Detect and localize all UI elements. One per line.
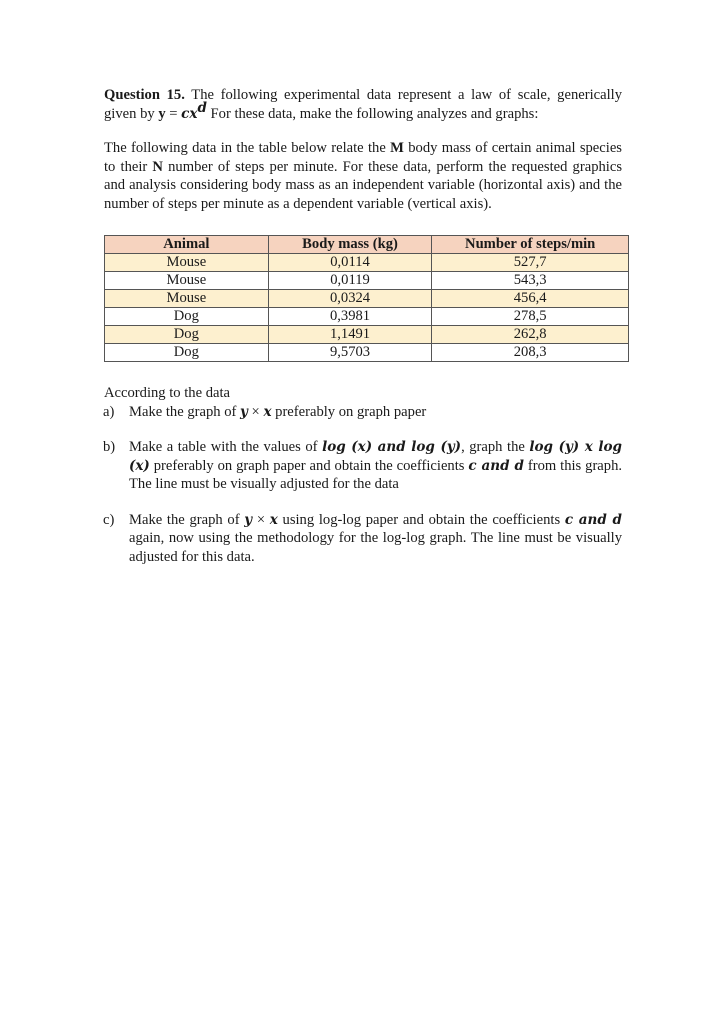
task-a-math-x: x — [263, 403, 272, 420]
task-item-c — [104, 511, 622, 567]
task-list — [104, 403, 622, 567]
task-item-b — [104, 438, 622, 494]
cell-animal: Mouse — [105, 290, 269, 308]
cell-body-mass: 0,0324 — [268, 290, 432, 308]
task-a-times: × — [247, 403, 264, 420]
task-marker-b: b) — [103, 439, 116, 455]
task-b-part-3: preferably on graph paper and obtain the coefficients — [149, 457, 469, 474]
task-a-part-3: preferably on graph paper — [271, 403, 427, 420]
task-marker-c: c) — [103, 511, 115, 528]
task-text-a — [129, 403, 622, 422]
cell-steps: 543,3 — [432, 272, 629, 290]
formula-exponent-d: d — [197, 99, 207, 116]
cell-steps: 527,7 — [432, 254, 629, 272]
task-c-math-y: y — [244, 511, 253, 528]
paragraph-part-3: number of steps per minute. For these data, perform the requested graphics and analysis considering body mass as an independent variable (horizontal axis) and the number of steps per minute as a dependent variable (vertical axis). — [104, 158, 622, 212]
formula-equals: = — [165, 105, 182, 122]
data-description-paragraph — [104, 139, 622, 213]
header-body-mass: Body mass (kg) — [268, 236, 432, 254]
task-c-part-4: again, now using the methodology for the log-log graph. The line must be visually adjusted for this data. — [129, 530, 622, 565]
paragraph-part-1: The following data in the table below relate the — [104, 140, 391, 156]
cell-animal: Dog — [105, 344, 269, 362]
task-b-part-2: , graph the — [461, 439, 530, 455]
task-c-part-3: using log-log paper and obtain the coefficients — [277, 511, 565, 528]
according-heading: According to the data — [104, 385, 231, 401]
header-animal: Animal — [105, 236, 269, 254]
task-b-part-1: Make a table with the values of — [129, 439, 323, 455]
cell-animal: Dog — [105, 308, 269, 326]
paragraph-M: M — [390, 140, 404, 156]
cell-body-mass: 0,0119 — [268, 272, 432, 290]
task-marker-a: a) — [103, 403, 115, 420]
question-statement — [104, 86, 622, 123]
document-page — [104, 86, 622, 566]
task-text-c — [129, 511, 622, 567]
formula-cx: cx — [181, 105, 198, 122]
question-label: Question 15. — [104, 87, 185, 103]
table-row — [105, 308, 629, 326]
formula-y: y — [158, 105, 166, 122]
table-row — [105, 272, 629, 290]
table-row — [105, 290, 629, 308]
cell-steps: 456,4 — [432, 290, 629, 308]
question-intro-1: The following experimental data represent a law of scale, generically given by — [104, 87, 623, 122]
task-c-math-coeffs: c and d — [564, 511, 622, 528]
table-header-row — [105, 236, 629, 254]
cell-body-mass: 9,5703 — [268, 344, 432, 362]
task-text-b — [129, 438, 622, 494]
task-b-math-logs: log (x) and log (y) — [322, 439, 462, 455]
cell-animal: Mouse — [105, 254, 269, 272]
task-c-times: × — [252, 511, 270, 528]
data-table — [104, 235, 629, 362]
paragraph-part-2: body mass of certain animal species to their — [104, 140, 622, 175]
cell-steps: 208,3 — [432, 344, 629, 362]
cell-steps: 278,5 — [432, 308, 629, 326]
task-c-part-1: Make the graph of — [129, 511, 245, 528]
task-b-math-coeffs: c and d — [468, 457, 524, 474]
cell-body-mass: 1,1491 — [268, 326, 432, 344]
cell-body-mass: 0,0114 — [268, 254, 432, 272]
table-row — [105, 254, 629, 272]
paragraph-N: N — [152, 158, 163, 175]
task-a-part-1: Make the graph of — [129, 403, 241, 420]
task-b-part-4: from this graph. The line must be visually adjusted for the data — [129, 457, 623, 492]
question-intro-2: For these data, make the following analyzes and graphs: — [206, 105, 539, 122]
task-b-math-graph: log (y) x log (x) — [129, 439, 623, 474]
cell-animal: Dog — [105, 326, 269, 344]
table-row — [105, 344, 629, 362]
cell-animal: Mouse — [105, 272, 269, 290]
task-a-math-y: y — [240, 403, 248, 420]
header-steps: Number of steps/min — [432, 236, 629, 254]
task-c-math-x: x — [269, 511, 278, 528]
task-item-a — [104, 403, 622, 422]
table-row — [105, 326, 629, 344]
cell-steps: 262,8 — [432, 326, 629, 344]
cell-body-mass: 0,3981 — [268, 308, 432, 326]
